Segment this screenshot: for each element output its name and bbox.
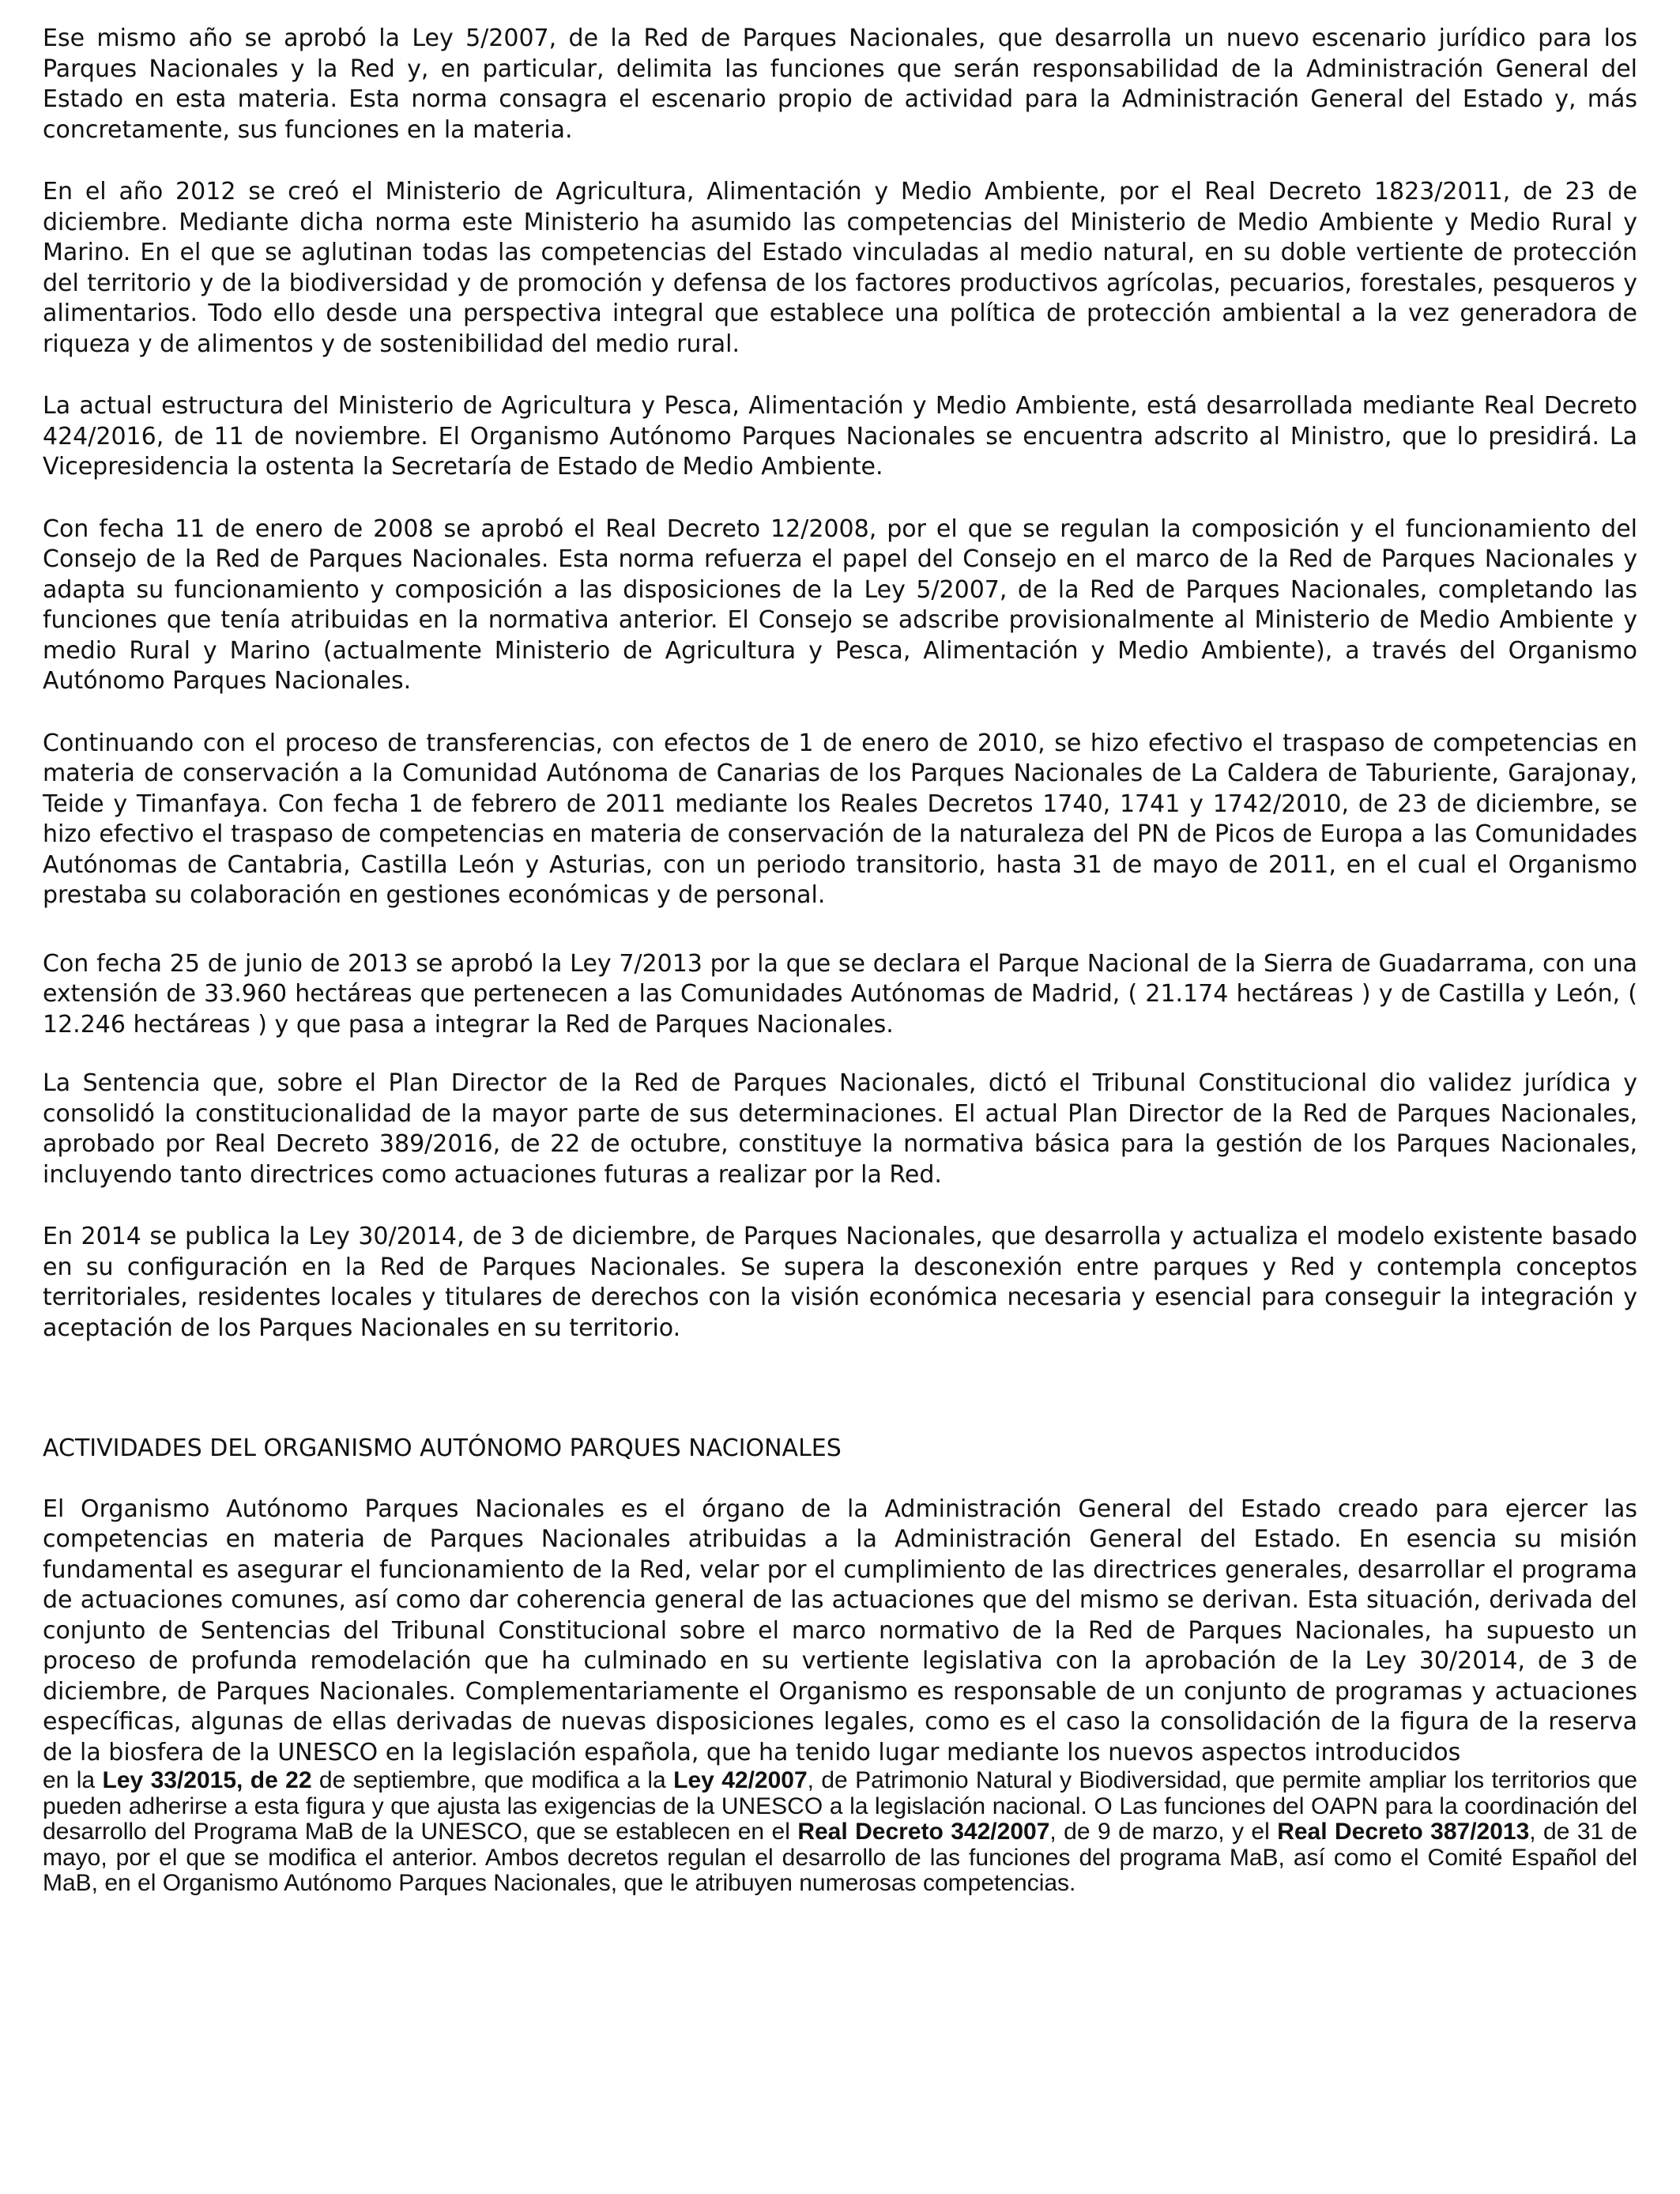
bold-reference-rd-342-2007: Real Decreto 342/2007	[797, 1819, 1050, 1845]
text-run: de septiembre, que modifica a la	[311, 1767, 674, 1793]
paragraph-real-decreto-12-2008: Con fecha 11 de enero de 2008 se aprobó el Real Decreto 12/2008, por el que se regulan la composición y el funcionamiento del Consejo de la Red de Parques Nacionales. Esta norma refuerza el papel del Consejo en el marco de la Red de Parques Nacionales y adapta su funcionamiento y composición a las disposiciones de la Ley 5/2007, de la Red de Parques Nacionales, completando las funciones que tenía atribuidas en la normativa anterior. El Consejo se adscribe provisionalmente al Ministerio de Medio Ambiente y medio Rural y Marino (actualmente Ministerio de Agricultura y Pesca, Alimentación y Medio Ambiente), a través del Organismo Autónomo Parques Nacionales.	[43, 515, 1637, 695]
text-run: , de Patrimonio Natural y Biodiversidad, que permite ampliar los territorios que pueden adherirse a esta figura y que ajusta las exigencias de la UNESCO a la legislación nacional. O Las funciones del OAPN para la coordinación del desarrollo del Programa MaB de la UNESCO, que se establecen en el	[43, 1767, 1638, 1845]
paragraph-actividades-continuation	[43, 1768, 1637, 1897]
paragraph-transferencias: Continuando con el proceso de transferencias, con efectos de 1 de enero de 2010, se hizo efectivo el traspaso de competencias en materia de conservación a la Comunidad Autónoma de Canarias de los Parques Nacionales de La Caldera de Taburiente, Garajonay, Teide y Timanfaya. Con fecha 1 de febrero de 2011 mediante los Reales Decretos 1740, 1741 y 1742/2010, de 23 de diciembre, se hizo efectivo el traspaso de competencias en materia de conservación de la naturaleza del PN de Picos de Europa a las Comunidades Autónomas de Cantabria, Castilla León y Asturias, con un periodo transitorio, hasta 31 de mayo de 2011, en el cual el Organismo prestaba su colaboración en gestiones económicas y de personal.	[43, 729, 1637, 909]
text-run: en la	[43, 1767, 103, 1793]
text-run: , de 31 de mayo, por el que se modifica el anterior. Ambos decretos regulan el desarrollo de las funciones del programa MaB, así como el Comité Español del MaB, en el Organismo Autónomo Parques Nacionales, que le atribuyen numerosas competencias.	[43, 1819, 1638, 1897]
paragraph-ley-7-2013: Con fecha 25 de junio de 2013 se aprobó la Ley 7/2013 por la que se declara el Parque Nacional de la Sierra de Guadarrama, con una extensión de 33.960 hectáreas que pertenecen a las Comunidades Autónomas de Madrid, ( 21.174 hectáreas ) y de Castilla y León, ( 12.246 hectáreas ) y que pasa a integrar la Red de Parques Nacionales.	[43, 949, 1637, 1039]
paragraph-actividades-intro: El Organismo Autónomo Parques Nacionales es el órgano de la Administración General del Estado creado para ejercer las competencias en materia de Parques Nacionales atribuidas a la Administración General del Estado. En esencia su misión fundamental es asegurar el funcionamiento de la Red, velar por el cumplimiento de las directrices generales, desarrollar el programa de actuaciones comunes, así como dar coherencia general de las actuaciones que del mismo se derivan. Esta situación, derivada del conjunto de Sentencias del Tribunal Constitucional sobre el marco normativo de la Red de Parques Nacionales, ha supuesto un proceso de profunda remodelación que ha culminado en su vertiente legislativa con la aprobación de la Ley 30/2014, de 3 de diciembre, de Parques Nacionales. Complementariamente el Organismo es responsable de un conjunto de programas y actuaciones específicas, algunas de ellas derivadas de nuevas disposiciones legales, como es el caso la consolidación de la figura de la reserva de la biosfera de la UNESCO en la legislación española, que ha tenido lugar mediante los nuevos aspectos introducidos	[43, 1495, 1637, 1766]
paragraph-estructura-ministerio: La actual estructura del Ministerio de Agricultura y Pesca, Alimentación y Medio Ambiente, está desarrollada mediante Real Decreto 424/2016, de 11 de noviembre. El Organismo Autónomo Parques Nacionales se encuentra adscrito al Ministro, que lo presidirá. La Vicepresidencia la ostenta la Secretaría de Estado de Medio Ambiente.	[43, 392, 1637, 481]
bold-reference-ley-33-2015: Ley 33/2015, de 22	[102, 1767, 312, 1793]
paragraph-ley-30-2014: En 2014 se publica la Ley 30/2014, de 3 de diciembre, de Parques Nacionales, que desarrolla y actualiza el modelo existente basado en su configuración en la Red de Parques Nacionales. Se supera la desconexión entre parques y Red y contempla conceptos territoriales, residentes locales y titulares de derechos con la visión económica necesaria y esencial para conseguir la integración y aceptación de los Parques Nacionales en su territorio.	[43, 1223, 1637, 1342]
bold-reference-rd-387-2013: Real Decreto 387/2013	[1277, 1819, 1530, 1845]
paragraph-plan-director: La Sentencia que, sobre el Plan Director de la Red de Parques Nacionales, dictó el Tribunal Constitucional dio validez jurídica y consolidó la constitucionalidad de la mayor parte de sus determinaciones. El actual Plan Director de la Red de Parques Nacionales, aprobado por Real Decreto 389/2016, de 22 de octubre, constituye la normativa básica para la gestión de los Parques Nacionales, incluyendo tanto directrices como actuaciones futuras a realizar por la Red.	[43, 1069, 1637, 1189]
text-run: , de 9 de marzo, y el	[1049, 1819, 1278, 1845]
paragraph-ministerio-2012: En el año 2012 se creó el Ministerio de Agricultura, Alimentación y Medio Ambiente, por el Real Decreto 1823/2011, de 23 de diciembre. Mediante dicha norma este Ministerio ha asumido las competencias del Ministerio de Medio Ambiente y Medio Rural y Marino. En el que se aglutinan todas las competencias del Estado vinculadas al medio natural, en su doble vertiente de protección del territorio y de la biodiversidad y de promoción y defensa de los factores productivos agrícolas, pecuarios, forestales, pesqueros y alimentarios. Todo ello desde una perspectiva integral que establece una política de protección ambiental a la vez generadora de riqueza y de alimentos y de sostenibilidad del medio rural.	[43, 178, 1637, 358]
paragraph-ley-5-2007: Ese mismo año se aprobó la Ley 5/2007, de la Red de Parques Nacionales, que desarrolla un nuevo escenario jurídico para los Parques Nacionales y la Red y, en particular, delimita las funciones que serán responsabilidad de la Administración General del Estado en esta materia. Esta norma consagra el escenario propio de actividad para la Administración General del Estado y, más concretamente, sus funciones en la materia.	[43, 25, 1637, 144]
dense-paragraph	[43, 1768, 1637, 1897]
document-page	[43, 24, 1637, 1897]
section-heading: ACTIVIDADES DEL ORGANISMO AUTÓNOMO PARQUES NACIONALES	[43, 1434, 842, 1462]
bold-reference-ley-42-2007: Ley 42/2007	[673, 1767, 808, 1793]
